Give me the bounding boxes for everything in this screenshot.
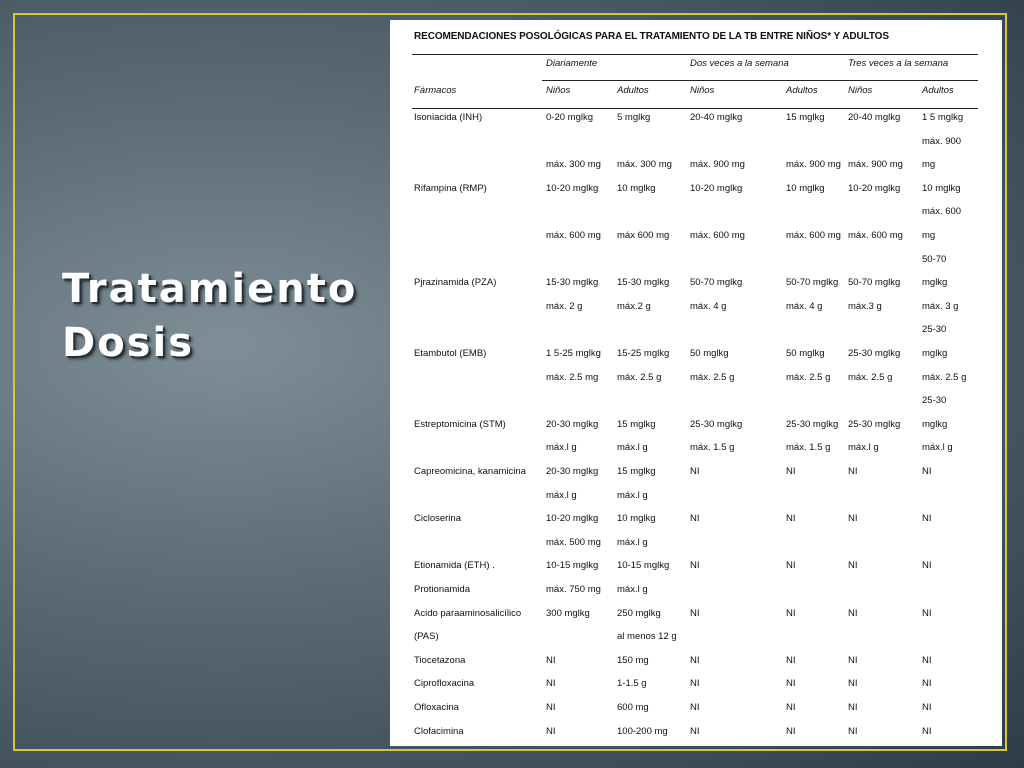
- col-twice-children-cell: NI: [690, 678, 700, 690]
- col-thrice-adults-cell: máx. 600: [922, 206, 962, 218]
- col-twice-children-cell: máx. 900 mg: [690, 159, 745, 171]
- col-drug-cell: Isoniacida (INH): [414, 112, 483, 123]
- col-twice-children-cell: máx. 2.5 g: [690, 371, 735, 383]
- col-daily-adults-cell: 15-25 mglkg: [617, 348, 670, 359]
- col-daily-children-cell: 20-30 mglkg: [546, 466, 599, 477]
- col-daily-adults-cell: 15 mglkg: [617, 466, 656, 477]
- col-thrice-children-cell: 50-70 mglkg: [848, 277, 901, 289]
- col-thrice-adults-cell: NI: [922, 607, 932, 619]
- col-daily-children-cell: máx.l g: [546, 442, 577, 454]
- col-thrice-children-cell: NI: [848, 654, 858, 666]
- table-row: [390, 558, 1002, 582]
- col-thrice-adults-cell: NI: [922, 678, 932, 690]
- col-thrice-adults-cell: mg: [922, 230, 936, 241]
- col-thrice-adults-cell: NI: [922, 725, 932, 737]
- table-row: [390, 181, 1002, 205]
- col-twice-adults-cell: máx. 2.5 g: [786, 371, 831, 383]
- col-drug-cell: Ciprofloxacina: [414, 678, 475, 690]
- table-row: [390, 653, 1002, 677]
- col-drug-cell: Pjrazinamida (PZA): [414, 277, 497, 289]
- col-twice-children-cell: NI: [690, 466, 700, 477]
- col-twice-adults-cell: máx. 1.5 g: [786, 442, 831, 454]
- col-thrice-children-header: Niños: [848, 85, 873, 96]
- table-row: [390, 535, 1002, 559]
- table-row: [390, 393, 1002, 417]
- col-thrice-adults-cell: NI: [922, 702, 932, 713]
- table-row: [390, 629, 1002, 653]
- table-row: [390, 676, 1002, 700]
- col-daily-children-cell: NI: [546, 725, 556, 737]
- col-thrice-adults-cell: NI: [922, 560, 932, 572]
- col-thrice-adults-cell: 1 5 mglkg: [922, 112, 964, 123]
- col-daily-adults-cell: al menos 12 g: [617, 631, 677, 643]
- slide-title: [62, 262, 357, 370]
- col-twice-adults-cell: NI: [786, 702, 796, 713]
- col-daily-adults-cell: 1-1.5 g: [617, 678, 647, 690]
- col-daily-adults-cell: 15-30 mglkg: [617, 277, 670, 289]
- col-daily-children-cell: 0-20 mglkg: [546, 112, 593, 123]
- col-twice-children-cell: máx. 4 g: [690, 300, 727, 312]
- col-daily-adults-header: Adultos: [617, 85, 649, 96]
- col-thrice-children-cell: NI: [848, 702, 858, 713]
- col-daily-adults-cell: máx.l g: [617, 489, 648, 501]
- col-daily-children-cell: 15-30 mglkg: [546, 277, 599, 289]
- col-daily-children-cell: NI: [546, 702, 556, 713]
- col-twice-children-cell: NI: [690, 513, 700, 525]
- col-drug-cell: Acido paraaminosalicílico: [414, 607, 522, 619]
- col-drug-cell: Etionamida (ETH) .: [414, 560, 495, 572]
- col-daily-children-cell: máx. 300 mg: [546, 159, 601, 171]
- group-thrice-weekly-header: Tres veces a la semana: [848, 58, 949, 69]
- col-daily-adults-cell: máx 600 mg: [617, 230, 670, 241]
- col-thrice-adults-cell: máx. 900: [922, 135, 962, 147]
- col-daily-adults-cell: máx.l g: [617, 584, 648, 595]
- col-twice-adults-cell: NI: [786, 607, 796, 619]
- table-rule-top: [412, 54, 978, 55]
- col-twice-adults-cell: NI: [786, 654, 796, 666]
- group-daily-header: Diariamente: [546, 58, 598, 69]
- table-row: [390, 157, 1002, 181]
- col-thrice-adults-cell: 25-30: [922, 324, 947, 336]
- table-row: [390, 488, 1002, 512]
- table-row: [390, 322, 1002, 346]
- col-daily-children-cell: 10-15 mglkg: [546, 560, 599, 572]
- col-thrice-adults-cell: máx. 2.5 g: [922, 371, 967, 383]
- col-thrice-children-cell: NI: [848, 560, 858, 572]
- col-thrice-children-cell: NI: [848, 466, 858, 477]
- col-twice-adults-cell: NI: [786, 513, 796, 525]
- col-daily-adults-cell: 100-200 mg: [617, 725, 668, 737]
- col-drug-cell: Etambutol (EMB): [414, 348, 487, 359]
- col-thrice-children-cell: 20-40 mglkg: [848, 112, 901, 123]
- table-row: [390, 370, 1002, 394]
- col-daily-children-cell: máx. 2 g: [546, 300, 583, 312]
- table-row: [390, 110, 1002, 134]
- col-thrice-children-cell: NI: [848, 607, 858, 619]
- col-daily-adults-cell: 10-15 mglkg: [617, 560, 670, 572]
- slide-title-line-1: Tratamiento: [62, 266, 358, 312]
- col-twice-children-cell: máx. 1.5 g: [690, 442, 735, 454]
- col-drug-cell: Rifampina (RMP): [414, 182, 487, 194]
- col-twice-adults-cell: 25-30 mglkg: [786, 418, 839, 430]
- table-row: [390, 700, 1002, 724]
- col-thrice-children-cell: máx.3 g: [848, 300, 882, 312]
- col-drug-cell: Protionamida: [414, 584, 470, 595]
- col-drug-cell: (PAS): [414, 631, 439, 643]
- col-daily-children-cell: máx. 750 mg: [546, 584, 601, 595]
- table-rule-groups: [542, 80, 978, 81]
- group-twice-weekly-header: Dos veces a la semana: [690, 58, 789, 69]
- col-daily-adults-cell: 600 mg: [617, 702, 649, 713]
- col-twice-children-cell: 25-30 mglkg: [690, 418, 743, 430]
- col-thrice-children-cell: máx. 2.5 g: [848, 371, 893, 383]
- col-twice-children-cell: NI: [690, 654, 700, 666]
- col-daily-adults-cell: máx.2 g: [617, 300, 651, 312]
- col-daily-adults-cell: máx. 2.5 g: [617, 371, 662, 383]
- col-daily-adults-cell: 10 mglkg: [617, 513, 656, 525]
- col-thrice-children-cell: 10-20 mglkg: [848, 182, 901, 194]
- col-thrice-adults-cell: NI: [922, 513, 932, 525]
- col-thrice-adults-cell: 25-30: [922, 395, 947, 407]
- col-thrice-adults-cell: mg: [922, 159, 936, 171]
- col-thrice-adults-cell: NI: [922, 466, 932, 477]
- col-twice-children-cell: 20-40 mglkg: [690, 112, 743, 123]
- col-thrice-children-cell: máx. 600 mg: [848, 230, 903, 241]
- col-thrice-adults-cell: NI: [922, 654, 932, 666]
- col-drug-header: Fármacos: [414, 85, 457, 96]
- col-twice-adults-cell: máx. 4 g: [786, 300, 823, 312]
- col-daily-children-cell: máx.l g: [546, 489, 577, 501]
- table-row: [390, 724, 1002, 746]
- col-daily-adults-cell: 5 mglkg: [617, 112, 651, 123]
- col-thrice-children-cell: NI: [848, 678, 858, 690]
- col-twice-children-cell: 50 mglkg: [690, 348, 729, 359]
- col-daily-children-cell: 1 5-25 mglkg: [546, 348, 601, 359]
- table-row: [390, 417, 1002, 441]
- col-daily-adults-cell: máx. 300 mg: [617, 159, 672, 171]
- col-daily-adults-cell: 150 mg: [617, 654, 649, 666]
- col-daily-children-cell: 20-30 mglkg: [546, 418, 599, 430]
- col-daily-children-cell: NI: [546, 654, 556, 666]
- col-thrice-children-cell: 25-30 mglkg: [848, 348, 901, 359]
- col-daily-children-cell: máx. 600 mg: [546, 230, 601, 241]
- col-thrice-adults-cell: mglkg: [922, 277, 948, 289]
- col-drug-cell: Capreomicina, kanamicina: [414, 466, 526, 477]
- col-twice-adults-cell: NI: [786, 725, 796, 737]
- col-twice-children-cell: 50-70 mglkg: [690, 277, 743, 289]
- col-daily-children-cell: máx. 500 mg: [546, 536, 601, 548]
- col-twice-children-cell: NI: [690, 702, 700, 713]
- col-drug-cell: Ofloxacina: [414, 702, 459, 713]
- table-row: [390, 346, 1002, 370]
- col-thrice-adults-cell: máx.l g: [922, 442, 953, 454]
- table-row: [390, 252, 1002, 276]
- table-row: [390, 134, 1002, 158]
- col-thrice-adults-cell: máx. 3 g: [922, 300, 959, 312]
- col-twice-adults-cell: 50 mglkg: [786, 348, 825, 359]
- table-row: [390, 228, 1002, 252]
- slide-title-line-2: Dosis: [62, 320, 195, 366]
- col-thrice-children-cell: NI: [848, 513, 858, 525]
- col-thrice-children-cell: NI: [848, 725, 858, 737]
- col-drug-cell: Tiocetazona: [414, 654, 466, 666]
- col-thrice-adults-cell: 10 mglkg: [922, 182, 961, 194]
- col-thrice-children-cell: máx.l g: [848, 442, 879, 454]
- dosage-table-image: [390, 20, 1002, 746]
- col-daily-adults-cell: 250 mglkg: [617, 607, 661, 619]
- col-twice-adults-cell: máx. 600 mg: [786, 230, 841, 241]
- col-twice-adults-cell: 15 mglkg: [786, 112, 825, 123]
- col-twice-children-cell: 10-20 mglkg: [690, 182, 743, 194]
- col-daily-children-cell: 300 mglkg: [546, 607, 590, 619]
- col-thrice-adults-cell: mglkg: [922, 418, 948, 430]
- col-twice-children-cell: NI: [690, 607, 700, 619]
- table-title: RECOMENDACIONES POSOLÓGICAS PARA EL TRATAMIENTO DE LA TB ENTRE NIÑOS* Y ADULTOS: [414, 31, 889, 42]
- col-twice-children-cell: máx. 600 mg: [690, 230, 745, 241]
- col-daily-children-cell: 10-20 mglkg: [546, 513, 599, 525]
- col-drug-cell: Estreptomicina (STM): [414, 418, 506, 430]
- table-rule-header: [412, 108, 978, 109]
- col-daily-adults-cell: 15 mglkg: [617, 418, 656, 430]
- col-twice-children-cell: NI: [690, 560, 700, 572]
- col-thrice-adults-cell: 50-70: [922, 253, 947, 265]
- col-thrice-children-cell: 25-30 mglkg: [848, 418, 901, 430]
- col-daily-adults-cell: máx.l g: [617, 536, 648, 548]
- col-daily-children-cell: máx. 2.5 mg: [546, 371, 599, 383]
- col-thrice-children-cell: máx. 900 mg: [848, 159, 903, 171]
- col-daily-children-cell: NI: [546, 678, 556, 690]
- col-twice-adults-header: Adultos: [786, 85, 818, 96]
- col-twice-adults-cell: máx. 900 mg: [786, 159, 841, 171]
- col-daily-adults-cell: máx.l g: [617, 442, 648, 454]
- table-row: [390, 606, 1002, 630]
- col-twice-adults-cell: NI: [786, 678, 796, 690]
- table-row: [390, 582, 1002, 606]
- col-thrice-adults-header: Adultos: [922, 85, 954, 96]
- col-twice-children-header: Niños: [690, 85, 715, 96]
- table-row: [390, 299, 1002, 323]
- col-daily-adults-cell: 10 mglkg: [617, 182, 656, 194]
- col-daily-children-header: Niños: [546, 85, 571, 96]
- col-twice-adults-cell: NI: [786, 560, 796, 572]
- col-twice-adults-cell: 50-70 mglkg: [786, 277, 839, 289]
- table-row: [390, 511, 1002, 535]
- table-row: [390, 275, 1002, 299]
- col-drug-cell: Cicloserina: [414, 513, 461, 525]
- table-row: [390, 204, 1002, 228]
- col-thrice-adults-cell: mglkg: [922, 348, 948, 359]
- col-drug-cell: Clofacimina: [414, 725, 464, 737]
- col-twice-children-cell: NI: [690, 725, 700, 737]
- col-twice-adults-cell: 10 mglkg: [786, 182, 825, 194]
- col-twice-adults-cell: NI: [786, 466, 796, 477]
- table-row: [390, 464, 1002, 488]
- col-daily-children-cell: 10-20 mglkg: [546, 182, 599, 194]
- table-row: [390, 440, 1002, 464]
